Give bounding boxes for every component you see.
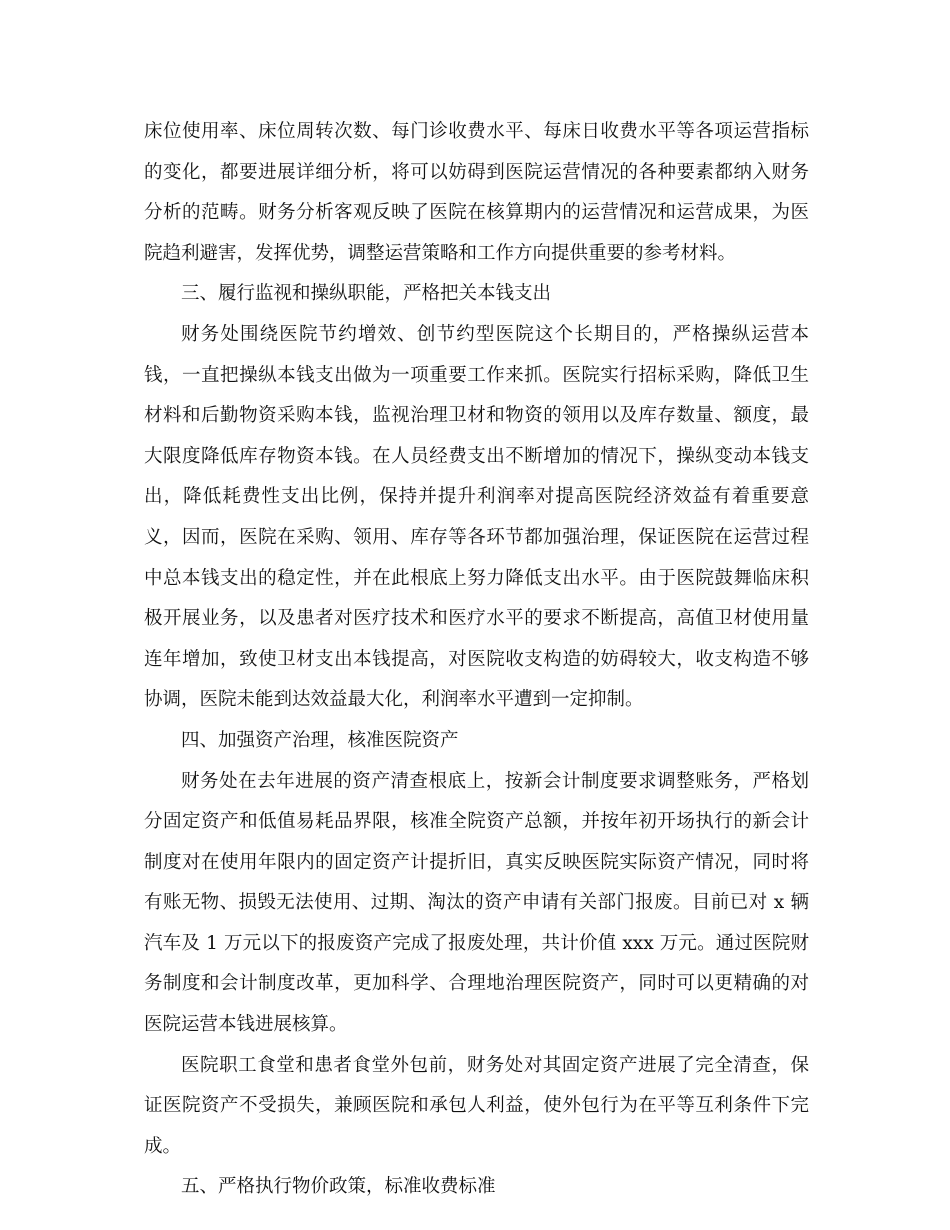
paragraph-cost-control: 财务处围绕医院节约增效、创节约型医院这个长期目的，严格操纵运营本钱，一直把操纵本钱支出做为一项重要工作来抓。医院实行招标采购，降低卫生材料和后勤物资采购本钱，监视治理卫材和物资的领用以及库存数量、额度，最大限度降低库存物资本钱。在人员经费支出不断增加的情况下，操纵变动本钱支出，降低耗费性支出比例，保持并提升利润率对提高医院经济效益有着重要意义，因而，医院在采购、领用、库存等各环节都加强治理，保证医院在运营过程中总本钱支出的稳定性，并在此根底上努力降低支出水平。由于医院鼓舞临床积极开展业务，以及患者对医疗技术和医疗水平的要求不断提高，高值卫材使用量连年增加，致使卫材支出本钱提高，对医院收支构造的妨碍较大，收支构造不够协调，医院未能到达效益最大化，利润率水平遭到一定抑制。 bbox=[144, 323, 809, 711]
document-body bbox=[144, 112, 809, 1208]
section-heading-4: 四、加强资产治理，核准医院资产 bbox=[181, 729, 459, 751]
paragraph-canteen-outsourcing: 医院职工食堂和患者食堂外包前，财务处对其固定资产进展了完全清查，保证医院资产不受损失，兼顾医院和承包人利益，使外包行为在平等互利条件下完成。 bbox=[144, 1054, 809, 1157]
paragraph-asset-management: 财务处在去年进展的资产清查根底上，按新会计制度要求调整账务，严格划分固定资产和低值易耗品界限，核准全院资产总额，并按年初开场执行的新会计制度对在使用年限内的固定资产计提折旧，真实反映医院实际资产情况，同时将有账无物、损毁无法使用、过期、淘汰的资产申请有关部门报废。目前已对 x 辆汽车及 1 万元以下的报废资产完成了报废处理，共计价值 xxx 万元。通过医院财务制度和会计制度改革，更加科学、合理地治理医院资产，同时可以更精确的对医院运营本钱进展核算。 bbox=[144, 770, 809, 1036]
section-heading-5: 五、严格执行物价政策，标准收费标准 bbox=[181, 1176, 496, 1198]
paragraph-continuation: 床位使用率、床位周转次数、每门诊收费水平、每床日收费水平等各项运营指标的变化，都要进展详细分析，将可以妨碍到医院运营情况的各种要素都纳入财务分析的范畴。财务分析客观反映了医院在核算期内的运营情况和运营成果，为医院趋利避害，发挥优势，调整运营策略和工作方向提供重要的参考材料。 bbox=[144, 121, 809, 264]
section-heading-3: 三、履行监视和操纵职能，严格把关本钱支出 bbox=[181, 283, 552, 305]
